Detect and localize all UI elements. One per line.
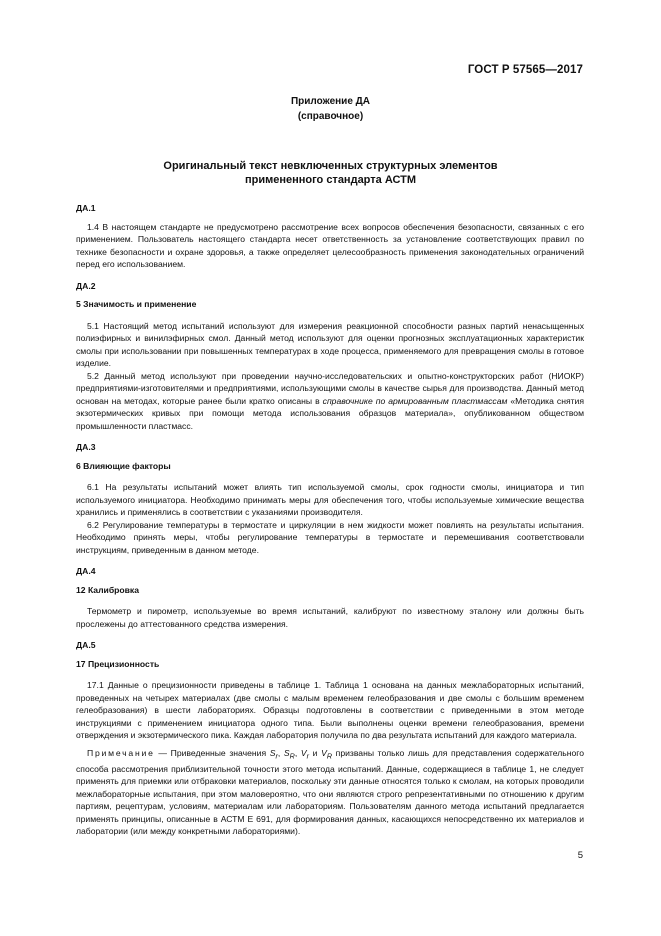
section-title-precision: 17 Прецизионность — [76, 658, 160, 669]
section-ref-da3: ДА.3 — [76, 442, 96, 452]
paragraph-5-2-part-a: 5.2 Данный метод используют при проведении научно-исследовательских и опытно-конструкторских работ (НИОКР) предприятиями-изготовителями и предприятиями, использующими смолы в качестве сырья для производства. Данный метод основан на методах, которые ранее были кратко описаны в — [76, 370, 584, 406]
paragraph-5-2-italic: справочнике по армированным пластмассам — [322, 395, 508, 406]
section-title-calibration: 12 Калибровка — [76, 584, 139, 595]
section-title-significance: 5 Значимость и применение — [76, 299, 197, 309]
section-ref-da4: ДА.4 — [76, 566, 96, 576]
section-ref-da1: ДА.1 — [76, 203, 96, 213]
paragraph-calibration: Термометр и пирометр, используемые во время испытаний, калибруют по известному эталону или должны быть прослежены до аттестованного средства измерения. — [76, 606, 584, 629]
paragraph-5-2 — [76, 370, 584, 433]
paragraph-6-1: 6.1 На результаты испытаний может влиять тип используемой смолы, срок годности смолы, инициатора и тип используемого инициатора. Необходимо принимать меры для обеспечения того, чтобы используемые химические вещества хранились и применялись в соответствии с указаниями производителя. — [76, 482, 584, 517]
symbol-sR: $S_R$ — [283, 747, 295, 761]
paragraph-5-1: 5.1 Настоящий метод испытаний используют для измерения реакционной способности разных партий ненасыщенных полиэфирных и винилэфирных смол. Данный метод используют для оценки прогнозных эксплуатационных характеристик смолы при использовании при повышенных температурах в ходе процесса, применяемого для превращения смолы в готовое изделие. — [76, 320, 584, 368]
section-title-factors: 6 Влияющие факторы — [76, 460, 171, 471]
paragraph-17-1: 17.1 Данные о прецизионности приведены в таблице 1. Таблица 1 основана на данных межлабораторных испытаний, проведенных на четырех материалах (две смолы с малым временем гелеобразования и две смолы с большим временем гелеобразования) в шести лабораториях. Образцы подготовлены в соответствии с приведенными в этом методе инструкциями с применением инициатора одного типа. Были выполнены оценки времени гелеобразования, времени отверждения и экзотермического пика. Каждая лаборатория получила по два результата испытаний для каждого материала. — [76, 680, 584, 740]
section-ref-da2: ДА.2 — [76, 280, 96, 291]
paragraph-6-2: 6.2 Регулирование температуры в термостате и циркуляции в нем жидкости может повлиять на результаты испытания. Необходимо принять меры, чтобы регулирование температуры в термостате и перемешивания соответствовали инструкциям, приведенным в данном методе. — [76, 519, 584, 555]
main-title-line1: Оригинальный текст невключенных структурных элементов — [163, 160, 498, 172]
page-number: 5 — [577, 850, 583, 861]
document-body — [76, 202, 584, 838]
annex-title: Приложение ДА — [290, 96, 371, 107]
symbol-VR: $V_R$ — [321, 747, 333, 761]
note-paragraph: Примечание — Приведенные значения $S_r$, $S_R$, $V_r$ и $V_R$ призваны только лишь для представления содержательного способа рассмотрения приблизительной точности этого метода испытаний. Данные, содержащиеся в таблице 1, не следует применять для приемки или отбраковки материалов, поскольку эти данные относятся только к смолам, на которых проводили межлабораторные испытания, при этом маловероятно, что они являются строго репрезентативными по отношению к другим партиям, рецептурам, условиям, материалам или лабораториям. Пользователям данного метода испытаний предлагается применять принципы, описанные в АСТМ Е 691, для формирования данных, касающихся непосредственно их материалов и лаборатории (или между конкретными лабораториями). — [76, 747, 584, 837]
note-rest: призваны только лишь для представления содержательного способа рассмотрения приблизительной точности этого метода испытаний. Данные, содержащиеся в таблице 1, не следует применять для приемки или отбраковки материалов, поскольку эти данные относятся только к смолам, на которых проводили межлабораторные испытания, при этом маловероятно, что они являются строго репрезентативными по отношению к другим партиям, рецептурам, условиям, материалам или лабораториям. Пользователям данного метода испытаний предлагается применять принципы, описанные в АСТМ Е 691, для формирования данных, касающихся непосредственно их материалов и лаборатории (или между конкретными лабораториями). — [76, 747, 584, 837]
paragraph-5-2-part-b: «Методика снятия экзотермических кривых при помощи метода использования образцов материала», опубликованном обществом промышленности пластмасс. — [76, 395, 584, 431]
standard-id: ГОСТ Р 57565—2017 — [467, 64, 583, 76]
paragraph-1-4: 1.4 В настоящем стандарте не предусмотрено рассмотрение всех вопросов обеспечения безопасности, связанных с его применением. Пользователь настоящего стандарта несет ответственность за установление соответствующих правил по технике безопасности и охране здоровья, а также определяет целесообразность применения законодательных ограничений перед его использованием. — [76, 221, 584, 269]
note-dash: — Приведенные значения — [154, 747, 270, 758]
note-label: Примечание — [87, 747, 155, 758]
section-ref-da5: ДА.5 — [76, 640, 96, 650]
annex-subtitle: (справочное) — [297, 111, 364, 122]
main-title-line2: примененного стандарта АСТМ — [244, 174, 417, 186]
main-title — [0, 159, 661, 187]
symbol-sr: $S_r$ — [269, 747, 278, 761]
symbol-vr: $V_r$ — [300, 747, 309, 761]
